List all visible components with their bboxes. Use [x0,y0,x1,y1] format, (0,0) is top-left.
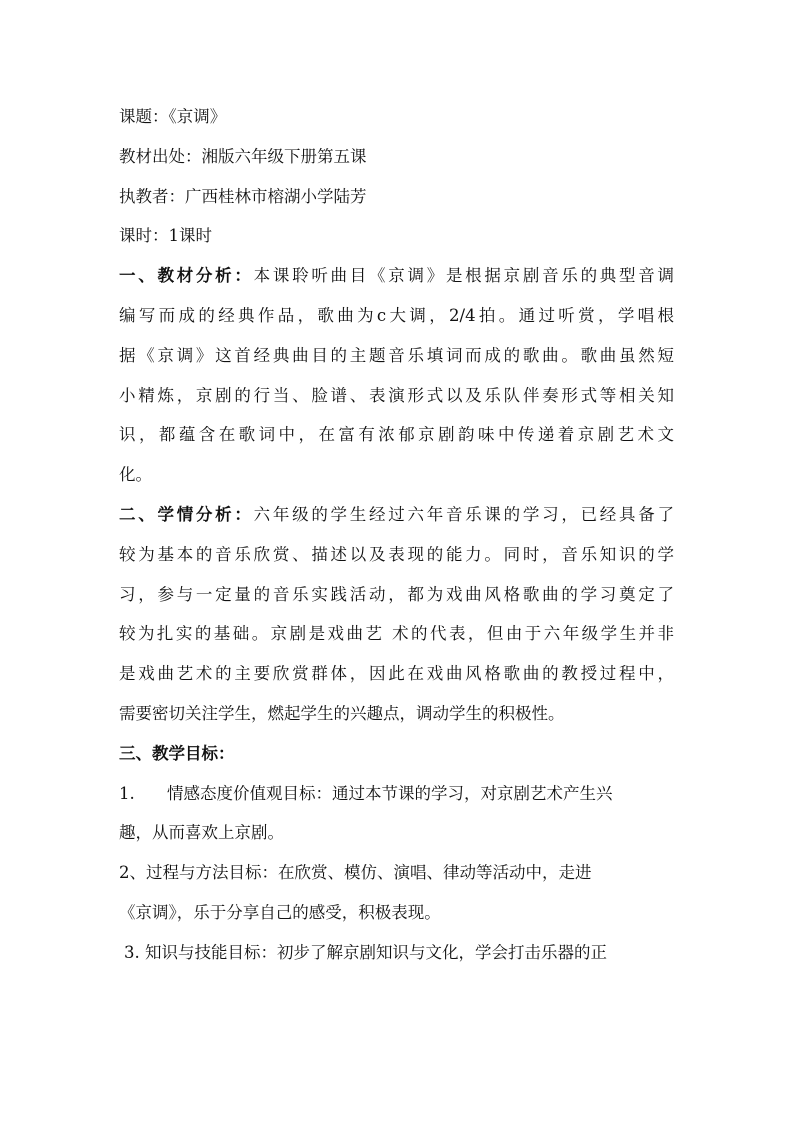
goal-1-first-line [119,774,684,814]
section2-first-line [119,495,674,535]
teacher-line: 执教者：广西桂林市榕湖小学陆芳 [119,186,367,206]
section1-text-2: 编写而成的经典作品，歌曲为c大调，2/4拍。通过听赏，学唱根 [119,305,674,325]
goal-2-text-2: 《京调》，乐于分享自己的感受，积极表现。 [119,902,441,922]
section2-text-4: 较为扎实的基础。京剧是戏曲艺 术的代表，但由于六年级学生并非 [119,624,674,644]
source-line: 教材出处：湘版六年级下册第五课 [119,146,367,166]
section1-text-3: 据《京调》这首经典曲目的主题音乐填词而成的歌曲。歌曲虽然短 [119,345,674,365]
goal-2-text-1: 2、过程与方法目标：在欣赏、模仿、演唱、律动等活动中，走进 [119,863,592,883]
section2-text-5: 是戏曲艺术的主要欣赏群体，因此在戏曲风格歌曲的教授过程中， [119,664,674,684]
section2-text-2: 较为基本的音乐欣赏、描述以及表现的能力。同时，音乐知识的学 [119,544,674,564]
goal-1-number: 1. [119,783,135,803]
section2-text-1: 六年级的学生经过六年音乐课的学习，已经具备了 [253,504,675,524]
topic-line: 课题：《京调》 [119,107,227,126]
section2-text-6: 需要密切关注学生，燃起学生的兴趣点，调动学生的积极性。 [119,703,565,723]
section2-heading: 二、学情分析： [119,504,254,524]
section1-heading: 一、教材分析： [119,266,254,286]
lesson-plan-body [119,97,684,973]
section3-heading: 三、教学目标： [119,743,235,763]
duration-line: 课时：1课时 [119,226,212,246]
goal-1-text-2: 趣，从而喜欢上京剧。 [119,823,284,843]
section1-text-6: 化。 [119,465,152,485]
section1-text-4: 小精炼，京剧的行当、脸谱、表演形式以及乐队伴奏形式等相关知 [119,385,674,405]
section1-first-line [119,256,674,296]
goal-3-text-1: 3. 知识与技能目标：初步了解京剧知识与文化，学会打击乐器的正 [124,942,607,962]
section1-text-5: 识，都蕴含在歌词中，在富有浓郁京剧韵味中传递着京剧艺术文 [119,425,674,445]
section1-text-1: 本课聆听曲目《京调》是根据京剧音乐的典型音调 [253,266,675,286]
section2-text-3: 习，参与一定量的音乐实践活动，都为戏曲风格歌曲的学习奠定了 [119,584,674,604]
goal-1-text-1: 情感态度价值观目标：通过本节课的学习，对京剧艺术产生兴 [167,783,613,803]
